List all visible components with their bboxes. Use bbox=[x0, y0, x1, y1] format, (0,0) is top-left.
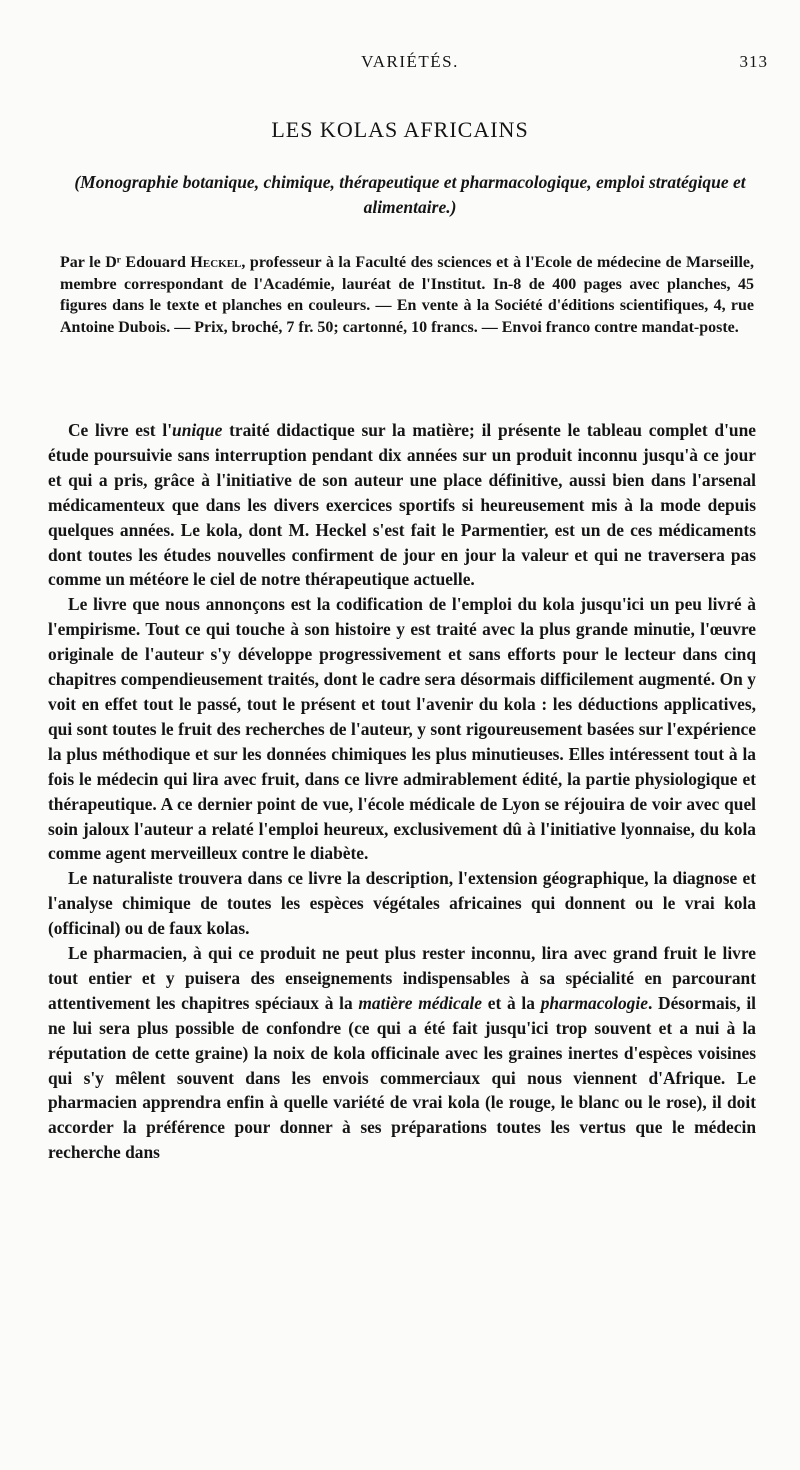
paragraph-3: Le naturaliste trouvera dans ce livre la description, l'extension géographique, la diagnose et l'analyse chimique de toutes les espèces végétales africaines qui donnent ou le vrai kola (officinal) ou de faux kolas. bbox=[48, 868, 756, 939]
page-number: 313 bbox=[739, 52, 768, 71]
author-name: Heckel bbox=[190, 254, 242, 271]
paragraph-4-middle: et à la bbox=[481, 992, 541, 1013]
paragraph-4 bbox=[48, 941, 756, 1165]
running-head-title: VARIÉTÉS. bbox=[361, 52, 459, 71]
emphasis-pharmacologie: pharmacologie bbox=[540, 992, 648, 1013]
emphasis-unique: unique bbox=[172, 420, 223, 440]
paragraph-4-start: Le pharmacien, à qui ce produit ne peut plus rester inconnu, lira avec grand fruit le livre tout entier et y puisera des enseignements indispensables à sa spécialité en parcourant attentivement les chapitres spéciaux à la bbox=[48, 943, 756, 1013]
running-head bbox=[50, 52, 770, 76]
article-subtitle: (Monographie botanique, chimique, thérapeutique et pharmacologique, emploi stratégique et alimentaire.) bbox=[74, 172, 746, 217]
paragraph-4-rest: . Désormais, il ne lui sera plus possible de confondre (ce qui a été fait jusqu'ici trop souvent et a nui à la réputation de cette graine) la noix de kola officinale avec les graines inertes d'espèces voisines qui s'y mêlent souvent dans les envois commerciaux qui nous viennent d'Afrique. Le pharmacien apprendra enfin à quelle variété de vrai kola (le rouge, le blanc ou le rose), il doit accorder la préférence pour donner à ses préparations toutes les vertus que le médecin recherche dans bbox=[48, 992, 757, 1163]
bibliographic-note bbox=[60, 252, 754, 338]
biblio-text-start: Par le Dʳ Edouard bbox=[60, 254, 191, 271]
article-body bbox=[48, 418, 756, 1165]
emphasis-matiere-medicale: matière médicale bbox=[358, 992, 482, 1013]
paragraph-1-start: Ce livre est l' bbox=[68, 420, 173, 440]
paragraph-2: Le livre que nous annonçons est la codification de l'emploi du kola jusqu'ici un peu livré à l'empirisme. Tout ce qui touche à son histoire y est traité avec la plus grande minutie, l'œuvre originale de l'auteur s'y développe progressivement et sans efforts pour le lecteur dans cinq chapitres compendieusement traités, dont le cadre sera désormais difficilement augmenté. On y voit en effet tout le passé, tout le présent et tout l'avenir du kola : les déductions applicatives, qui sont toutes le fruit des recherches de l'auteur, y sont rigoureusement basées sur l'expérience la plus méthodique et sur les données chimiques les plus minutieuses. Elles intéressent tout à la fois le médecin qui lira avec fruit, dans ce livre admirablement édité, la partie physiologique et thérapeutique. A ce dernier point de vue, l'école médicale de Lyon se réjouira de voir avec quel soin jaloux l'auteur a relaté l'emploi heureux, exclusivement dû à l'initiative lyonnaise, du kola comme agent merveilleux contre le diabète. bbox=[48, 594, 756, 864]
biblio-text-rest: , professeur à la Faculté des sciences et à l'Ecole de médecine de Marseille, membre correspondant de l'Académie, lauréat de l'Institut. In-8 de 400 pages avec planches, 45 figures dans le texte et planches en couleurs. — En vente à la Société d'éditions scientifiques, 4, rue Antoine Dubois. — Prix, broché, 7 fr. 50; cartonné, 10 francs. — Envoi franco contre mandat-poste. bbox=[60, 254, 755, 336]
paragraph-1-rest: traité didactique sur la matière; il présente le tableau complet d'une étude poursuivie sans interruption pendant dix années sur un produit inconnu jusqu'à ce jour et qui a pris, grâce à l'initiative de son auteur une place définitive, aussi bien dans l'arsenal médicamenteux que dans les divers exercices sportifs si heureusement mis à la mode depuis quelques années. Le kola, dont M. Heckel s'est fait le Parmentier, est un de ces médicaments dont toutes les études nouvelles confirment de jour en jour la valeur et qui ne traversera pas comme un météore le ciel de notre thérapeutique actuelle. bbox=[48, 420, 756, 590]
article-title: LES KOLAS AFRICAINS bbox=[271, 117, 529, 142]
paragraph-1 bbox=[48, 418, 756, 592]
